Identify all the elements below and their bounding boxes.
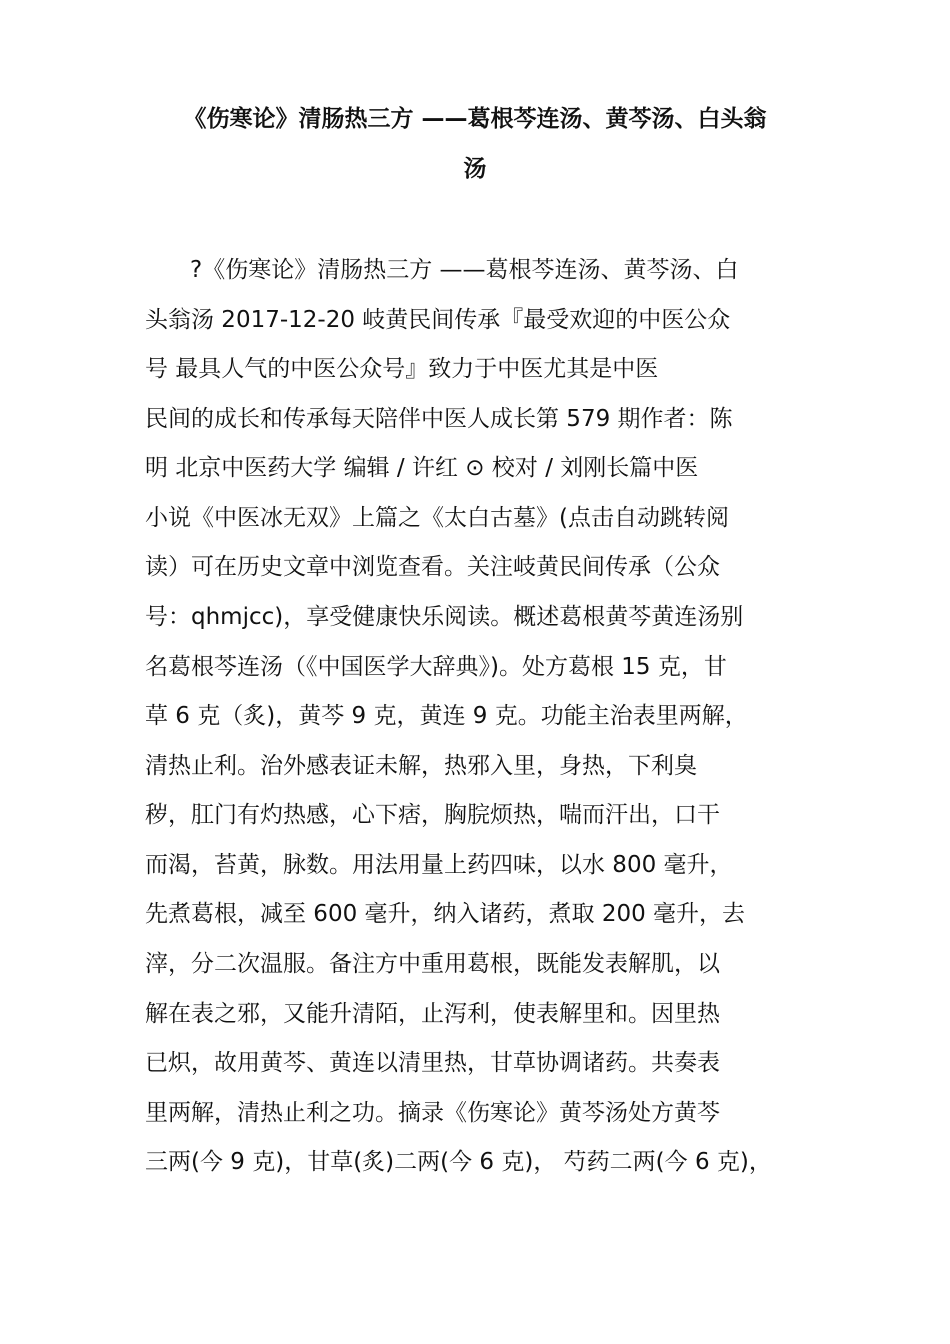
body-line: 名葛根芩连汤（《中国医学大辞典》)。处方葛根 15 克，甘 [145,654,727,680]
body-line: 而渴，苔黄，脉数。用法用量上药四味，以水 800 毫升， [145,852,733,878]
body-line: 号：qhmjcc)，享受健康快乐阅读。概述葛根黄芩黄连汤别 [145,604,744,630]
document-title-line-1: 《伤寒论》清肠热三方 ——葛根芩连汤、黄芩汤、白头翁 [183,106,767,132]
body-line: 民间的成长和传承每天陪伴中医人成长第 579 期作者：陈 [145,406,733,432]
body-line: 清热止利。治外感表证未解，热邪入里，身热，下利臭 [145,753,697,779]
body-line: 读）可在历史文章中浏览查看。关注岐黄民间传承（公众 [145,554,720,580]
body-line: 号 最具人气的中医公众号』致力于中医尤其是中医 [145,356,659,382]
body-line: 里两解，清热止利之功。摘录《伤寒论》黄芩汤处方黄芩 [145,1100,720,1126]
body-line: 滓，分二次温服。备注方中重用葛根，既能发表解肌，以 [145,951,720,977]
body-line: 秽，肛门有灼热感，心下痞，胸脘烦热，喘而汗出，口干 [145,802,720,828]
body-line: 头翁汤 2017-12-20 岐黄民间传承『最受欢迎的中医公众 [145,307,731,333]
document-title-line-2: 汤 [463,156,487,182]
body-line: ?《伤寒论》清肠热三方 ——葛根芩连汤、黄芩汤、白 [190,257,739,283]
body-line: 草 6 克（炙)，黄芩 9 克，黄连 9 克。功能主治表里两解， [145,703,748,729]
body-line: 解在表之邪，又能升清陌，止泻利，使表解里和。因里热 [145,1001,720,1027]
body-line: 先煮葛根，减至 600 毫升，纳入诸药，煮取 200 毫升，去 [145,901,746,927]
body-line: 明 北京中医药大学 编辑 / 许红 ⊙ 校对 / 刘刚长篇中医 [145,455,699,481]
body-line: 已炽，故用黄芩、黄连以清里热，甘草协调诸药。共奏表 [145,1050,720,1076]
body-line: 三两(今 9 克)，甘草(炙)二两(今 6 克)， 芍药二两(今 6 克)， [145,1149,772,1175]
body-line: 小说《中医冰无双》上篇之《太白古墓》(点击自动跳转阅 [145,505,729,531]
